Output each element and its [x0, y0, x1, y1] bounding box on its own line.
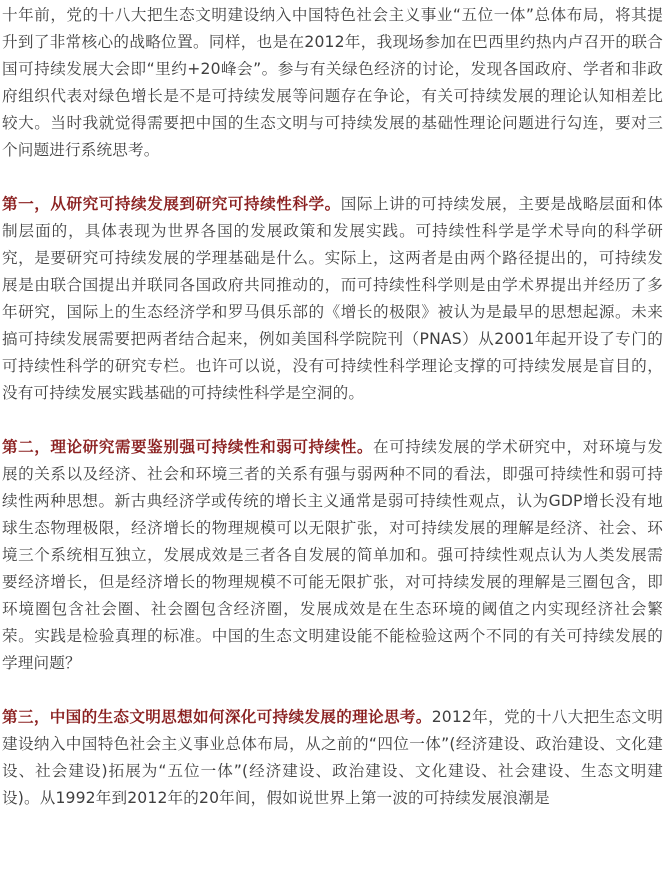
paragraph-point-one	[2, 191, 663, 407]
paragraph-text: 2012年，党的十八大把生态文明建设纳入中国特色社会主义事业总体布局，从之前的“四位一体”(经济建设、政治建设、文化建设、社会建设)拓展为“五位一体”(经济建设、政治建设、文化建设、社会建设、生态文明建设)。从1992年到2012年的20年间，假如说世界上第一波的可持续发展浪潮是	[2, 708, 663, 807]
paragraph-intro	[2, 2, 663, 164]
paragraph-point-three	[2, 704, 663, 812]
paragraph-text: 十年前，党的十八大把生态文明建设纳入中国特色社会主义事业“五位一体”总体布局，将其提升到了非常核心的战略位置。同样，也是在2012年，我现场参加在巴西里约热内卢召开的联合国可持续发展大会即“里约+20峰会”。参与有关绿色经济的讨论，发现各国政府、学者和非政府组织代表对绿色增长是不是可持续发展等问题存在争论，有关可持续发展的理论认知相差比较大。当时我就觉得需要把中国的生态文明与可持续发展的基础性理论问题进行勾连，要对三个问题进行系统思考。	[2, 6, 663, 159]
paragraph-text: 在可持续发展的学术研究中，对环境与发展的关系以及经济、社会和环境三者的关系有强与弱两种不同的看法，即强可持续性和弱可持续性两种思想。新古典经济学或传统的增长主义通常是弱可持续性观点，认为GDP增长没有地球生态物理极限，经济增长的物理规模可以无限扩张，对可持续发展的理解是经济、社会、环境三个系统相互独立，发展成效是三者各自发展的简单加和。强可持续性观点认为人类发展需要经济增长，但是经济增长的物理规模不可能无限扩张，对可持续发展的理解是三圈包含，即环境圈包含社会圈、社会圈包含经济圈，发展成效是在生态环境的阈值之内实现经济社会繁荣。实践是检验真理的标准。中国的生态文明建设能不能检验这两个不同的有关可持续发展的学理问题？	[2, 438, 664, 672]
paragraph-heading: 第三，中国的生态文明思想如何深化可持续发展的理论思考。	[2, 708, 432, 726]
paragraph-point-two	[2, 434, 663, 677]
paragraph-heading: 第一，从研究可持续发展到研究可持续性科学。	[2, 195, 341, 213]
paragraph-text: 国际上讲的可持续发展，主要是战略层面和体制层面的，具体表现为世界各国的发展政策和发展实践。可持续性科学是学术导向的科学研究，是要研究可持续发展的学理基础是什么。实际上，这两者是由两个路径提出的，可持续发展是由联合国提出并联同各国政府共同推动的，而可持续性科学则是由学术界提出并经历了多年研究，国际上的生态经济学和罗马俱乐部的《增长的极限》被认为是最早的思想起源。未来搞可持续发展需要把两者结合起来，例如美国科学院院刊（PNAS）从2001年起开设了专门的可持续性科学的研究专栏。也许可以说，没有可持续性科学理论支撑的可持续发展是盲目的，没有可持续发展实践基础的可持续性科学是空洞的。	[2, 195, 663, 402]
paragraph-heading: 第二，理论研究需要鉴别强可持续性和弱可持续性。	[2, 438, 374, 456]
